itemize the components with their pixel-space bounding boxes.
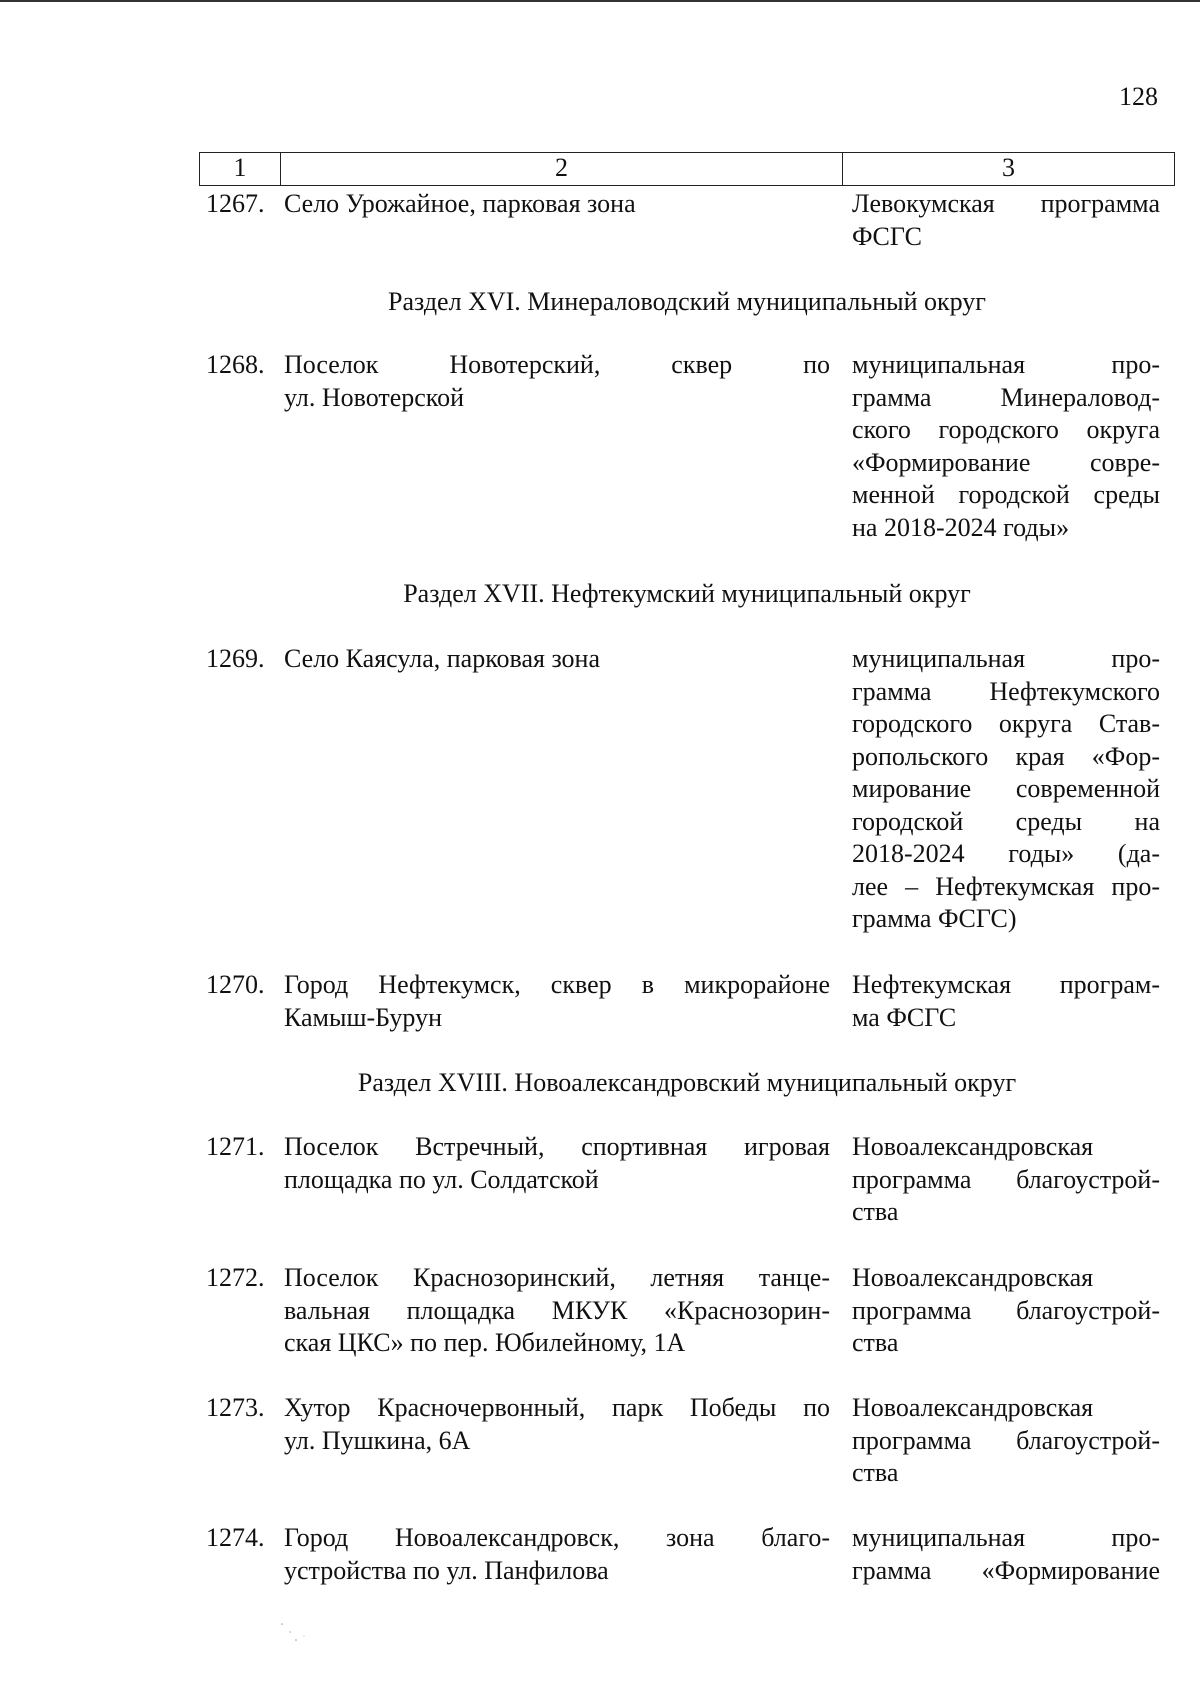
place-line: устройства по ул. Панфилова <box>284 1555 609 1585</box>
row-number: 1269. <box>206 644 265 673</box>
place-description <box>284 969 830 1034</box>
program-description <box>852 643 1160 936</box>
row-number: 1273. <box>206 1393 265 1422</box>
row-number: 1267. <box>206 189 265 218</box>
place-line: Село Урожайное, парковая зона <box>284 189 636 218</box>
place-line: Хутор Красночервонный, парк Победы по <box>284 1393 830 1422</box>
program-line: ского городского округа <box>852 415 1160 444</box>
program-line: ства <box>852 1328 899 1357</box>
program-line: городской среды на <box>852 806 1160 836</box>
program-line: Левокумская программа <box>852 189 1160 218</box>
program-line: на 2018-2024 годы» <box>852 512 1070 542</box>
place-description <box>284 349 830 414</box>
program-line: лее – Нефтекумская про- <box>852 871 1160 901</box>
row-number: 1272. <box>206 1263 265 1292</box>
column-number-1: 1 <box>200 153 281 185</box>
program-line: ства <box>852 1458 899 1487</box>
place-line: Город Новоалександровск, зона благо- <box>284 1523 830 1552</box>
program-description <box>852 1522 1160 1587</box>
table-column-header <box>199 152 1175 186</box>
program-line: программа благоустрой- <box>852 1295 1160 1325</box>
section-title: Раздел XVIII. Новоалександровский муниципальный округ <box>357 1068 1017 1097</box>
program-line: программа благоустрой- <box>852 1425 1160 1455</box>
column-number-3: 3 <box>1002 153 1015 182</box>
program-description <box>852 349 1160 544</box>
program-line: программа благоустрой- <box>852 1164 1160 1194</box>
program-line: городского округа Став- <box>852 709 1160 738</box>
place-line: площадка по ул. Солдатской <box>284 1164 599 1194</box>
place-line: Поселок Встречный, спортивная игровая <box>284 1132 830 1161</box>
place-description <box>284 1522 830 1587</box>
program-description <box>852 969 1160 1034</box>
program-line: муниципальная про- <box>852 1523 1160 1552</box>
program-line: грамма Минераловод- <box>852 382 1160 412</box>
place-description <box>284 643 830 676</box>
program-line: ропольского края «Фор- <box>852 741 1160 771</box>
program-line: ФСГС <box>852 221 922 251</box>
place-line: Камыш-Бурун <box>284 1002 442 1032</box>
program-line: мирование современной <box>852 774 1160 803</box>
place-description <box>284 1262 830 1360</box>
program-description <box>852 188 1160 253</box>
place-line: Село Каясула, парковая зона <box>284 644 601 673</box>
program-line: грамма «Формирование <box>852 1555 1160 1585</box>
program-line: муниципальная про- <box>852 350 1160 379</box>
program-line: ма ФСГС <box>852 1002 957 1032</box>
row-number: 1268. <box>206 350 265 379</box>
program-line: «Формирование совре- <box>852 447 1160 477</box>
program-description <box>852 1392 1160 1490</box>
place-line: Поселок Краснозоринский, летняя танце- <box>284 1263 830 1292</box>
program-line: Новоалександровская <box>852 1263 1094 1292</box>
place-description <box>284 188 830 221</box>
place-description <box>284 1131 830 1196</box>
place-line: ул. Новотерской <box>284 382 465 412</box>
place-line: Город Нефтекумск, сквер в микрорайоне <box>284 970 830 999</box>
program-line: Новоалександровская <box>852 1393 1094 1422</box>
scan-speck <box>276 1618 312 1654</box>
scan-top-edge <box>0 0 1200 2</box>
place-line: ул. Пушкина, 6А <box>284 1425 471 1455</box>
program-line: Новоалександровская <box>852 1132 1094 1161</box>
place-line: ская ЦКС» по пер. Юбилейному, 1А <box>284 1328 686 1357</box>
program-line: Нефтекумская програм- <box>852 970 1160 999</box>
section-title: Раздел XVII. Нефтекумский муниципальный округ <box>403 579 971 608</box>
row-number: 1270. <box>206 970 265 999</box>
program-line: муниципальная про- <box>852 644 1160 673</box>
column-number-2: 2 <box>281 153 843 185</box>
row-number: 1274. <box>206 1523 265 1552</box>
program-line: менной городской среды <box>852 480 1160 509</box>
place-line: Поселок Новотерский, сквер по <box>284 350 830 379</box>
program-line: 2018-2024 годы» (да- <box>852 839 1160 868</box>
program-line: грамма Нефтекумского <box>852 676 1160 706</box>
section-title: Раздел XVI. Минераловодский муниципальный округ <box>388 287 986 316</box>
row-number: 1271. <box>206 1132 265 1161</box>
place-line: вальная площадка МКУК «Краснозорин- <box>284 1295 830 1325</box>
program-line: грамма ФСГС) <box>852 904 1017 933</box>
program-description <box>852 1262 1160 1360</box>
program-line: ства <box>852 1197 899 1226</box>
program-description <box>852 1131 1160 1229</box>
page-number: 128 <box>1119 82 1158 111</box>
place-description <box>284 1392 830 1457</box>
